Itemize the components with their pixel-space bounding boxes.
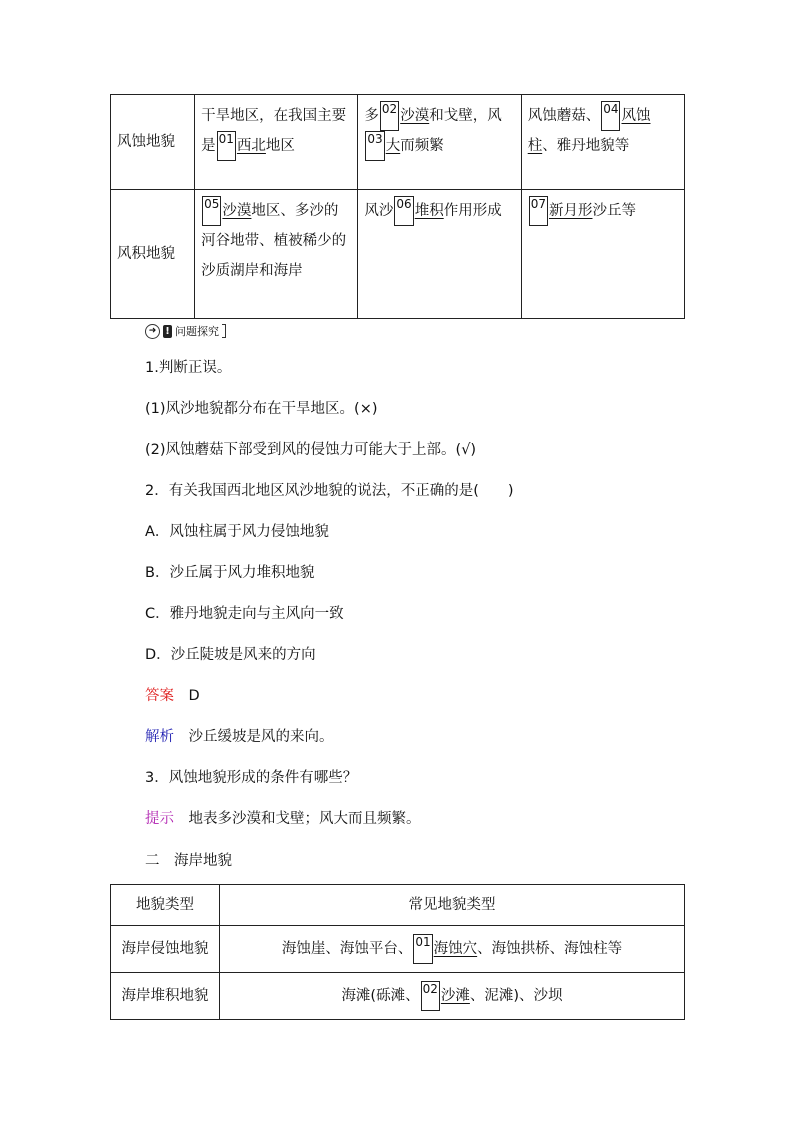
condition-cell: 多 02 沙漠和戈壁，风03 大而频繁 bbox=[358, 95, 521, 190]
answer-label: 答案 bbox=[145, 688, 174, 704]
option-d: D．沙丘陡坡是风来的方向 bbox=[145, 647, 316, 663]
distribution-cell: 05 沙漠地区、多沙的河谷地带、植被稀少的沙质湖岸和海岸 bbox=[195, 190, 358, 319]
question-1-title: 1.判断正误。 bbox=[145, 360, 232, 376]
distribution-cell: 干旱地区，在我国主要是 01 西北地区 bbox=[195, 95, 358, 190]
hint-line bbox=[145, 807, 421, 828]
blank-number: 02 bbox=[380, 101, 399, 131]
coastal-landform-table bbox=[110, 884, 685, 1020]
fill-answer: 西北 bbox=[236, 138, 266, 154]
blank-number: 02 bbox=[421, 981, 440, 1011]
blank-number: 04 bbox=[601, 101, 620, 131]
blank-number: 01 bbox=[217, 131, 236, 161]
question-3-title: 3．风蚀地貌形成的条件有哪些？ bbox=[145, 770, 358, 786]
hint-label: 提示 bbox=[145, 811, 174, 827]
banner-label: 问题探究 bbox=[175, 325, 219, 338]
row-label: 风蚀地貌 bbox=[111, 95, 195, 190]
condition-cell: 风沙 06 堆积作用形成 bbox=[358, 190, 521, 319]
table-row bbox=[111, 926, 685, 973]
blank-number: 07 bbox=[529, 196, 548, 226]
fill-answer: 风蚀柱 bbox=[527, 108, 651, 154]
example-cell: 07 新月形沙丘等 bbox=[521, 190, 684, 319]
option-a: A．风蚀柱属于风力侵蚀地貌 bbox=[145, 524, 329, 540]
table-row bbox=[111, 190, 685, 319]
header-type: 地貌类型 bbox=[111, 885, 220, 926]
row-label: 海岸侵蚀地貌 bbox=[111, 926, 220, 973]
statement-1: (1)风沙地貌都分布在干旱地区。(×) bbox=[145, 401, 378, 417]
header-common: 常见地貌类型 bbox=[220, 885, 685, 926]
table-row bbox=[111, 95, 685, 190]
section-number: 二 bbox=[145, 853, 160, 869]
fill-answer: 沙漠 bbox=[222, 203, 252, 219]
analysis-text: 沙丘缓坡是风的来向。 bbox=[188, 729, 334, 745]
option-b: B．沙丘属于风力堆积地貌 bbox=[145, 565, 315, 581]
wind-landform-table bbox=[110, 94, 685, 319]
analysis-label: 解析 bbox=[145, 729, 174, 745]
section-heading bbox=[145, 849, 232, 870]
inquiry-banner bbox=[145, 323, 226, 339]
example-cell: 风蚀蘑菇、 04 风蚀柱、雅丹地貌等 bbox=[521, 95, 684, 190]
question-2-title: 2．有关我国西北地区风沙地貌的说法，不正确的是( ) bbox=[145, 483, 514, 499]
exclamation-icon: ! bbox=[163, 325, 172, 338]
blank-number: 01 bbox=[413, 934, 432, 964]
statement-2: (2)风蚀蘑菇下部受到风的侵蚀力可能大于上部。(√) bbox=[145, 442, 477, 458]
table-row bbox=[111, 973, 685, 1020]
fill-answer: 海蚀穴 bbox=[433, 941, 478, 957]
analysis-line bbox=[145, 725, 334, 746]
arrow-right-icon: ➜ bbox=[145, 324, 160, 339]
row-label: 海岸堆积地貌 bbox=[111, 973, 220, 1020]
fill-answer: 新月形 bbox=[548, 203, 593, 219]
fill-answer: 堆积 bbox=[414, 203, 444, 219]
row-content: 海滩(砾滩、 02 沙滩、泥滩)、沙坝 bbox=[220, 973, 685, 1020]
option-c: C．雅丹地貌走向与主风向一致 bbox=[145, 606, 344, 622]
hint-text: 地表多沙漠和戈壁；风大而且频繁。 bbox=[188, 811, 421, 827]
fill-answer: 沙滩 bbox=[440, 988, 470, 1004]
blank-number: 05 bbox=[202, 196, 221, 226]
row-label: 风积地貌 bbox=[111, 190, 195, 319]
blank-number: 06 bbox=[394, 196, 413, 226]
row-content: 海蚀崖、海蚀平台、 01 海蚀穴、海蚀拱桥、海蚀柱等 bbox=[220, 926, 685, 973]
bracket-icon bbox=[222, 324, 226, 338]
fill-answer: 大 bbox=[385, 138, 401, 154]
fill-answer: 沙漠 bbox=[400, 108, 430, 124]
section-title: 海岸地貌 bbox=[174, 853, 232, 869]
answer-line bbox=[145, 684, 200, 705]
table-header-row bbox=[111, 885, 685, 926]
blank-number: 03 bbox=[365, 131, 384, 161]
answer-value: D bbox=[188, 688, 200, 704]
